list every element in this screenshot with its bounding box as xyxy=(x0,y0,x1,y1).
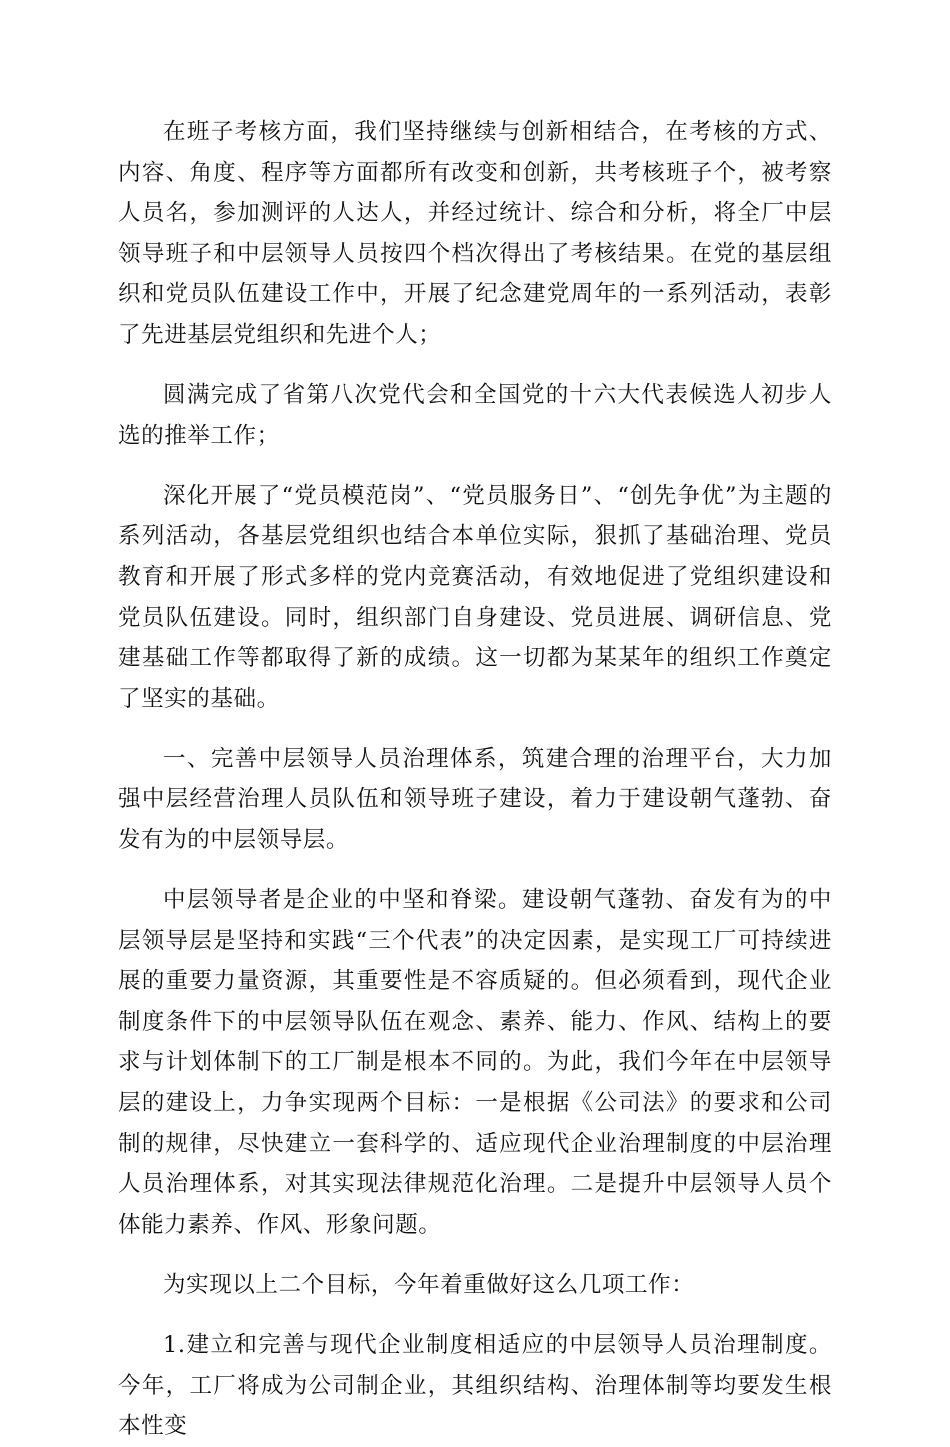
paragraph-item-one: 1.建立和完善与现代企业制度相适应的中层领导人员治理制度。今年，工厂将成为公司制企业，其组织结构、治理体制等均要发生根本性变 xyxy=(118,1332,832,1440)
paragraph-middle-leaders: 中层领导者是企业的中坚和脊梁。建设朝气蓬勃、奋发有为的中层领导层是坚持和实践“三个代表”的决定因素，是实现工厂可持续进展的重要力量资源，其重要性是不容质疑的。但必须看到，现代企业制度条件下的中层领导队伍在观念、素养、能力、作风、结构上的要求与计划体制下的工厂制是根本不同的。为此，我们今年在中层领导层的建设上，力争实现两个目标：一是根据《公司法》的要求和公司制的规律，尽快建立一套科学的、适应现代企业治理制度的中层治理人员治理体系，对其实现法律规范化治理。二是提升中层领导人员个体能力素养、作风、形象问题。 xyxy=(118,887,832,1238)
document-body xyxy=(118,112,832,1447)
paragraph-team-assessment: 在班子考核方面，我们坚持继续与创新相结合，在考核的方式、内容、角度、程序等方面都所有改变和创新，共考核班子个，被考察人员名，参加测评的人达人，并经过统计、综合和分析，将全厂中层领导班子和中层领导人员按四个档次得出了考核结果。在党的基层组织和党员队伍建设工作中，开展了纪念建党周年的一系列活动，表彰了先进基层党组织和先进个人； xyxy=(118,119,832,348)
paragraph-section-heading-one: 一、完善中层领导人员治理体系，筑建合理的治理平台，大力加强中层经营治理人员队伍和领导班子建设，着力于建设朝气蓬勃、奋发有为的中层领导层。 xyxy=(118,745,832,853)
paragraph-party-activities: 深化开展了“党员模范岗”、“党员服务日”、“创先争优”为主题的系列活动，各基层党组织也结合本单位实际，狠抓了基础治理、党员教育和开展了形式多样的党内竞赛活动，有效地促进了党组织建设和党员队伍建设。同时，组织部门自身建设、党员进展、调研信息、党建基础工作等都取得了新的成绩。这一切都为某某年的组织工作奠定了坚实的基础。 xyxy=(118,482,832,712)
paragraph-delegate-election: 圆满完成了省第八次党代会和全国党的十六大代表候选人初步人选的推举工作； xyxy=(118,382,832,449)
paragraph-goals-intro: 为实现以上二个目标，今年着重做好这么几项工作： xyxy=(163,1271,695,1298)
